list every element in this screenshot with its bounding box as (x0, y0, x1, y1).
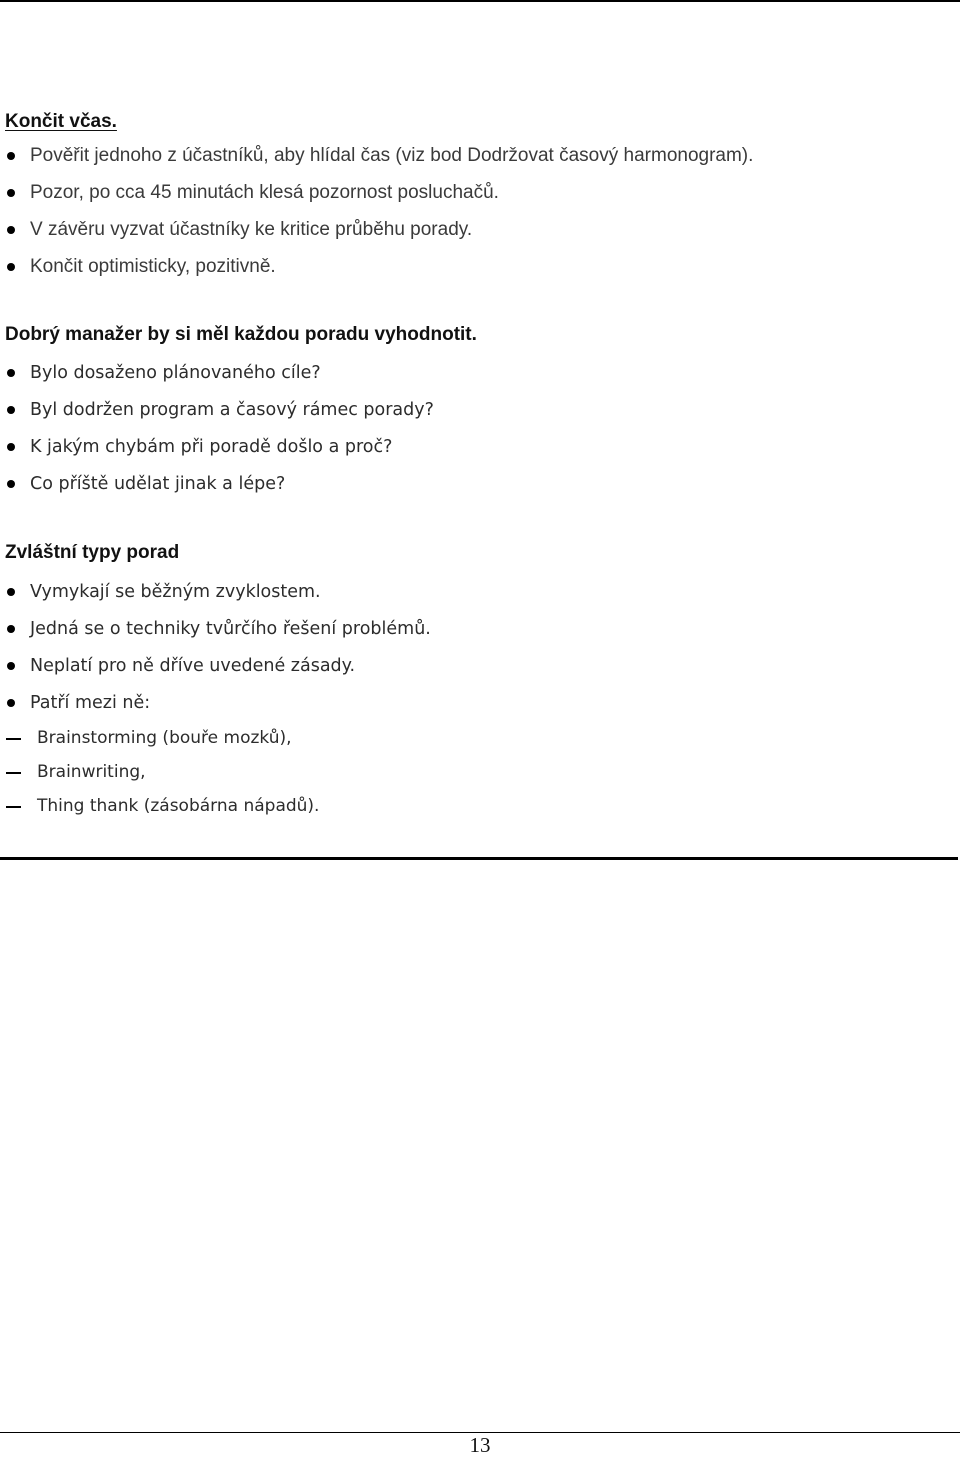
list-item-text: Vymykají se běžným zvyklostem. (30, 582, 321, 602)
dash-icon (6, 738, 21, 740)
bullet-icon (7, 480, 15, 488)
list-item (0, 761, 319, 795)
list-item (0, 580, 431, 617)
bullet-icon (7, 369, 15, 377)
bullet-icon (7, 406, 15, 414)
list-item-text: Brainstorming (bouře mozků), (37, 728, 292, 748)
list-item-text: Patří mezi ně: (30, 693, 151, 713)
bullet-icon (7, 625, 15, 633)
list-item (0, 617, 431, 654)
bullet-icon (7, 588, 15, 596)
list-item (0, 435, 434, 472)
list-item-text: K jakým chybám při poradě došlo a proč? (30, 437, 393, 457)
bullet-icon (7, 152, 15, 160)
bullet-icon (7, 226, 15, 234)
bullet-icon (7, 443, 15, 451)
bullet-list-evaluation (0, 361, 434, 509)
dash-icon (6, 806, 21, 808)
list-item-text: Pozor, po cca 45 minutách klesá pozornost posluchačů. (30, 182, 499, 203)
page-number: 13 (469, 1433, 491, 1457)
section-heading-special-meetings: Zvláštní typy porad (5, 542, 180, 563)
bullet-icon (7, 263, 15, 271)
list-item-text: Končit optimisticky, pozitivně. (30, 256, 276, 277)
list-item (0, 727, 319, 761)
list-item-text: Jedná se o techniky tvůrčího řešení problémů. (30, 619, 431, 639)
bullet-icon (7, 662, 15, 670)
list-item (0, 181, 753, 218)
list-item-text: V závěru vyzvat účastníky ke kritice průběhu porady. (30, 219, 473, 240)
top-rule (0, 0, 960, 2)
list-item-text: Pověřit jednoho z účastníků, aby hlídal čas (viz bod Dodržovat časový harmonogram). (30, 145, 754, 166)
section-heading-evaluation: Dobrý manažer by si měl každou poradu vyhodnotit. (5, 324, 477, 345)
dash-icon (6, 772, 21, 774)
list-item (0, 218, 753, 255)
list-item (0, 398, 434, 435)
list-item-text: Thing thank (zásobárna nápadů). (37, 796, 320, 816)
list-item (0, 691, 431, 728)
bullet-list-end-on-time (0, 144, 753, 292)
section-divider (0, 857, 958, 860)
list-item-text: Brainwriting, (37, 762, 146, 782)
list-item (0, 144, 753, 181)
list-item-text: Neplatí pro ně dříve uvedené zásady. (30, 656, 356, 676)
list-item (0, 361, 434, 398)
list-item-text: Byl dodržen program a časový rámec porady? (30, 400, 434, 420)
list-item (0, 255, 753, 292)
bullet-list-special-meetings (0, 580, 431, 728)
bullet-icon (7, 699, 15, 707)
dash-list-techniques (0, 727, 319, 829)
list-item (0, 472, 434, 509)
list-item (0, 654, 431, 691)
list-item-text: Co příště udělat jinak a lépe? (30, 474, 286, 494)
bullet-icon (7, 189, 15, 197)
list-item-text: Bylo dosaženo plánovaného cíle? (30, 363, 321, 383)
list-item (0, 795, 319, 829)
section-heading-end-on-time: Končit včas. (5, 111, 117, 132)
